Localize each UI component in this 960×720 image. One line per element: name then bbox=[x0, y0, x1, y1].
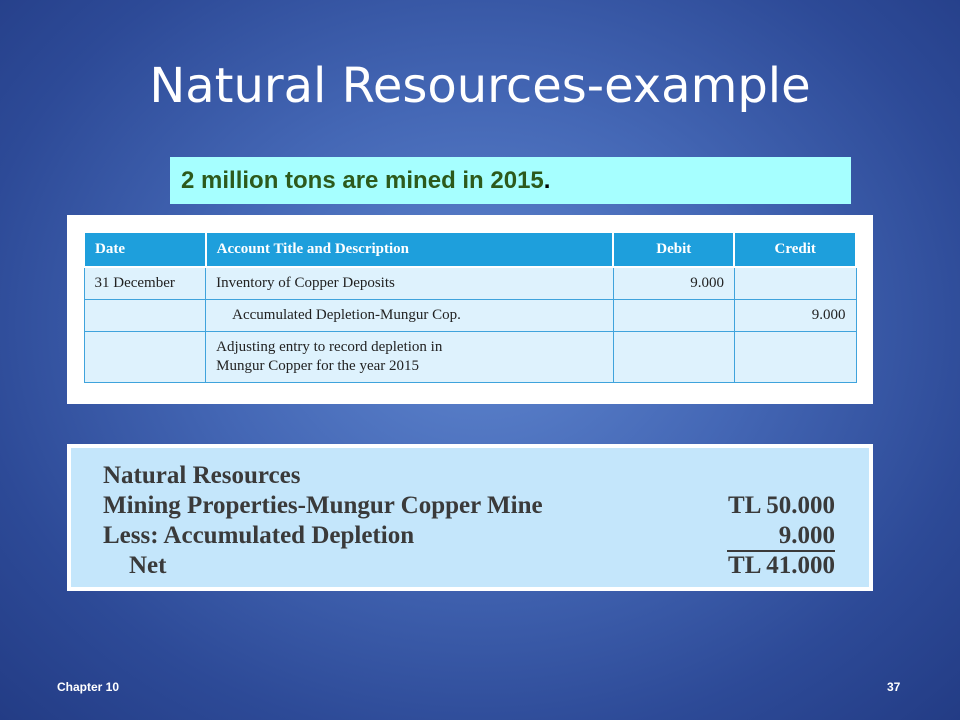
bs-amount-mining-properties: TL 50.000 bbox=[728, 492, 835, 519]
row-description: Accumulated Depletion-Mungur Cop. bbox=[206, 300, 613, 332]
slide-title: Natural Resources-example bbox=[149, 58, 811, 114]
bs-heading: Natural Resources bbox=[103, 462, 301, 489]
footer-page-number: 37 bbox=[887, 680, 901, 694]
header-description: Account Title and Description bbox=[206, 232, 613, 267]
row-credit bbox=[734, 267, 856, 300]
bs-amount-accumulated-depletion: 9.000 bbox=[727, 522, 835, 552]
callout-period: . bbox=[543, 167, 551, 194]
bs-line-mining-properties: Mining Properties-Mungur Copper Mine bbox=[103, 492, 543, 519]
bs-amount-net: TL 41.000 bbox=[728, 552, 835, 579]
row-credit bbox=[734, 332, 856, 383]
row-debit bbox=[613, 332, 734, 383]
callout-text: 2 million tons are mined in 2015 bbox=[181, 167, 544, 194]
row-debit: 9.000 bbox=[613, 267, 734, 300]
balance-sheet-body bbox=[71, 448, 869, 587]
journal-entry-panel bbox=[67, 215, 873, 404]
row-credit: 9.000 bbox=[734, 300, 856, 332]
explanation-line-2: Mungur Copper for the year 2015 bbox=[216, 358, 420, 374]
bs-line-accumulated-depletion: Less: Accumulated Depletion bbox=[103, 522, 415, 549]
journal-header-row bbox=[84, 232, 856, 267]
footer-chapter: Chapter 10 bbox=[57, 680, 120, 694]
explanation-line-1: Adjusting entry to record depletion in bbox=[216, 339, 443, 355]
row-description bbox=[206, 332, 613, 383]
table-row bbox=[84, 300, 856, 332]
table-row bbox=[84, 267, 856, 300]
row-date bbox=[84, 300, 206, 332]
row-description: Inventory of Copper Deposits bbox=[206, 267, 613, 300]
table-row bbox=[84, 332, 856, 383]
row-date bbox=[84, 332, 206, 383]
journal-table bbox=[83, 231, 857, 383]
callout-box bbox=[170, 157, 851, 204]
bs-line-net: Net bbox=[129, 552, 167, 579]
balance-sheet-panel bbox=[67, 444, 873, 591]
row-debit bbox=[613, 300, 734, 332]
row-date: 31 December bbox=[84, 267, 206, 300]
header-credit: Credit bbox=[734, 232, 856, 267]
header-date: Date bbox=[84, 232, 206, 267]
header-debit: Debit bbox=[613, 232, 734, 267]
